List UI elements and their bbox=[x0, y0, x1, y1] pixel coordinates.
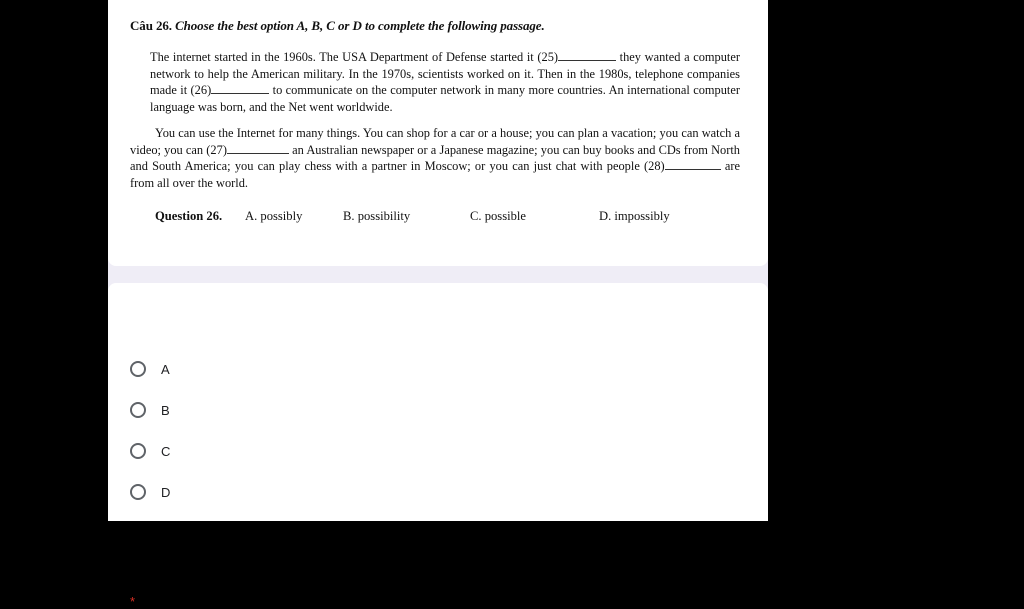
radio-button-b[interactable] bbox=[130, 402, 146, 418]
paragraph2-part2: an Australian newspaper or a Japanese magazine; you can buy books and CDs from North and South America; you can play chess with a partner in Moscow; or you can just chat with people (28) bbox=[130, 142, 740, 173]
heading-prefix: Câu 26. bbox=[130, 18, 172, 33]
option-a[interactable] bbox=[130, 357, 170, 381]
blank-27 bbox=[227, 142, 289, 154]
heading-instruction: Choose the best option A, B, C or D to complete the following passage. bbox=[175, 18, 545, 33]
passage-paragraph-2 bbox=[130, 125, 740, 191]
choice-d-text: D. impossibly bbox=[599, 209, 670, 223]
question-card bbox=[108, 0, 768, 266]
choice-a-text: A. possibly bbox=[245, 209, 303, 223]
question-label: Question 26. bbox=[155, 209, 223, 223]
form-page bbox=[108, 0, 768, 609]
radio-button-c[interactable] bbox=[130, 443, 146, 459]
question-heading bbox=[130, 18, 545, 34]
option-b-label: B bbox=[161, 402, 170, 418]
paragraph1-part1: The internet started in the 1960s. The USA Department of Defense started it (25) bbox=[150, 50, 559, 64]
blank-25 bbox=[558, 49, 616, 61]
radio-button-d[interactable] bbox=[130, 484, 146, 500]
option-a-label: A bbox=[161, 361, 170, 377]
paragraph2-part1: You can use the Internet for many things. You can shop for a car or a house; you can plan a vacation; you can watch a video; you can (27) bbox=[130, 126, 740, 157]
passage-paragraph-1 bbox=[150, 49, 740, 115]
answer-card bbox=[108, 283, 768, 609]
option-c-label: C bbox=[161, 443, 171, 459]
option-d-label: D bbox=[161, 484, 171, 500]
choice-b-text: B. possibility bbox=[343, 209, 411, 223]
radio-button-a[interactable] bbox=[130, 361, 146, 377]
option-b[interactable] bbox=[130, 398, 170, 422]
option-d[interactable] bbox=[130, 480, 170, 504]
required-asterisk: * bbox=[130, 594, 136, 609]
blank-26 bbox=[211, 82, 269, 94]
choice-c-text: C. possible bbox=[470, 209, 526, 223]
paragraph1-part2: they wanted a computer network to help the American military. In the 1970s, scientists worked on it. Then in the 1980s, telephone companies made it (26) bbox=[150, 50, 740, 97]
blank-28 bbox=[665, 158, 721, 170]
paragraph1-part3: to communicate on the computer network in many more countries. An international computer language was born, and the Net went worldwide. bbox=[150, 83, 740, 114]
paragraph2-part3: are from all over the world. bbox=[130, 159, 740, 190]
option-c[interactable] bbox=[130, 439, 170, 463]
